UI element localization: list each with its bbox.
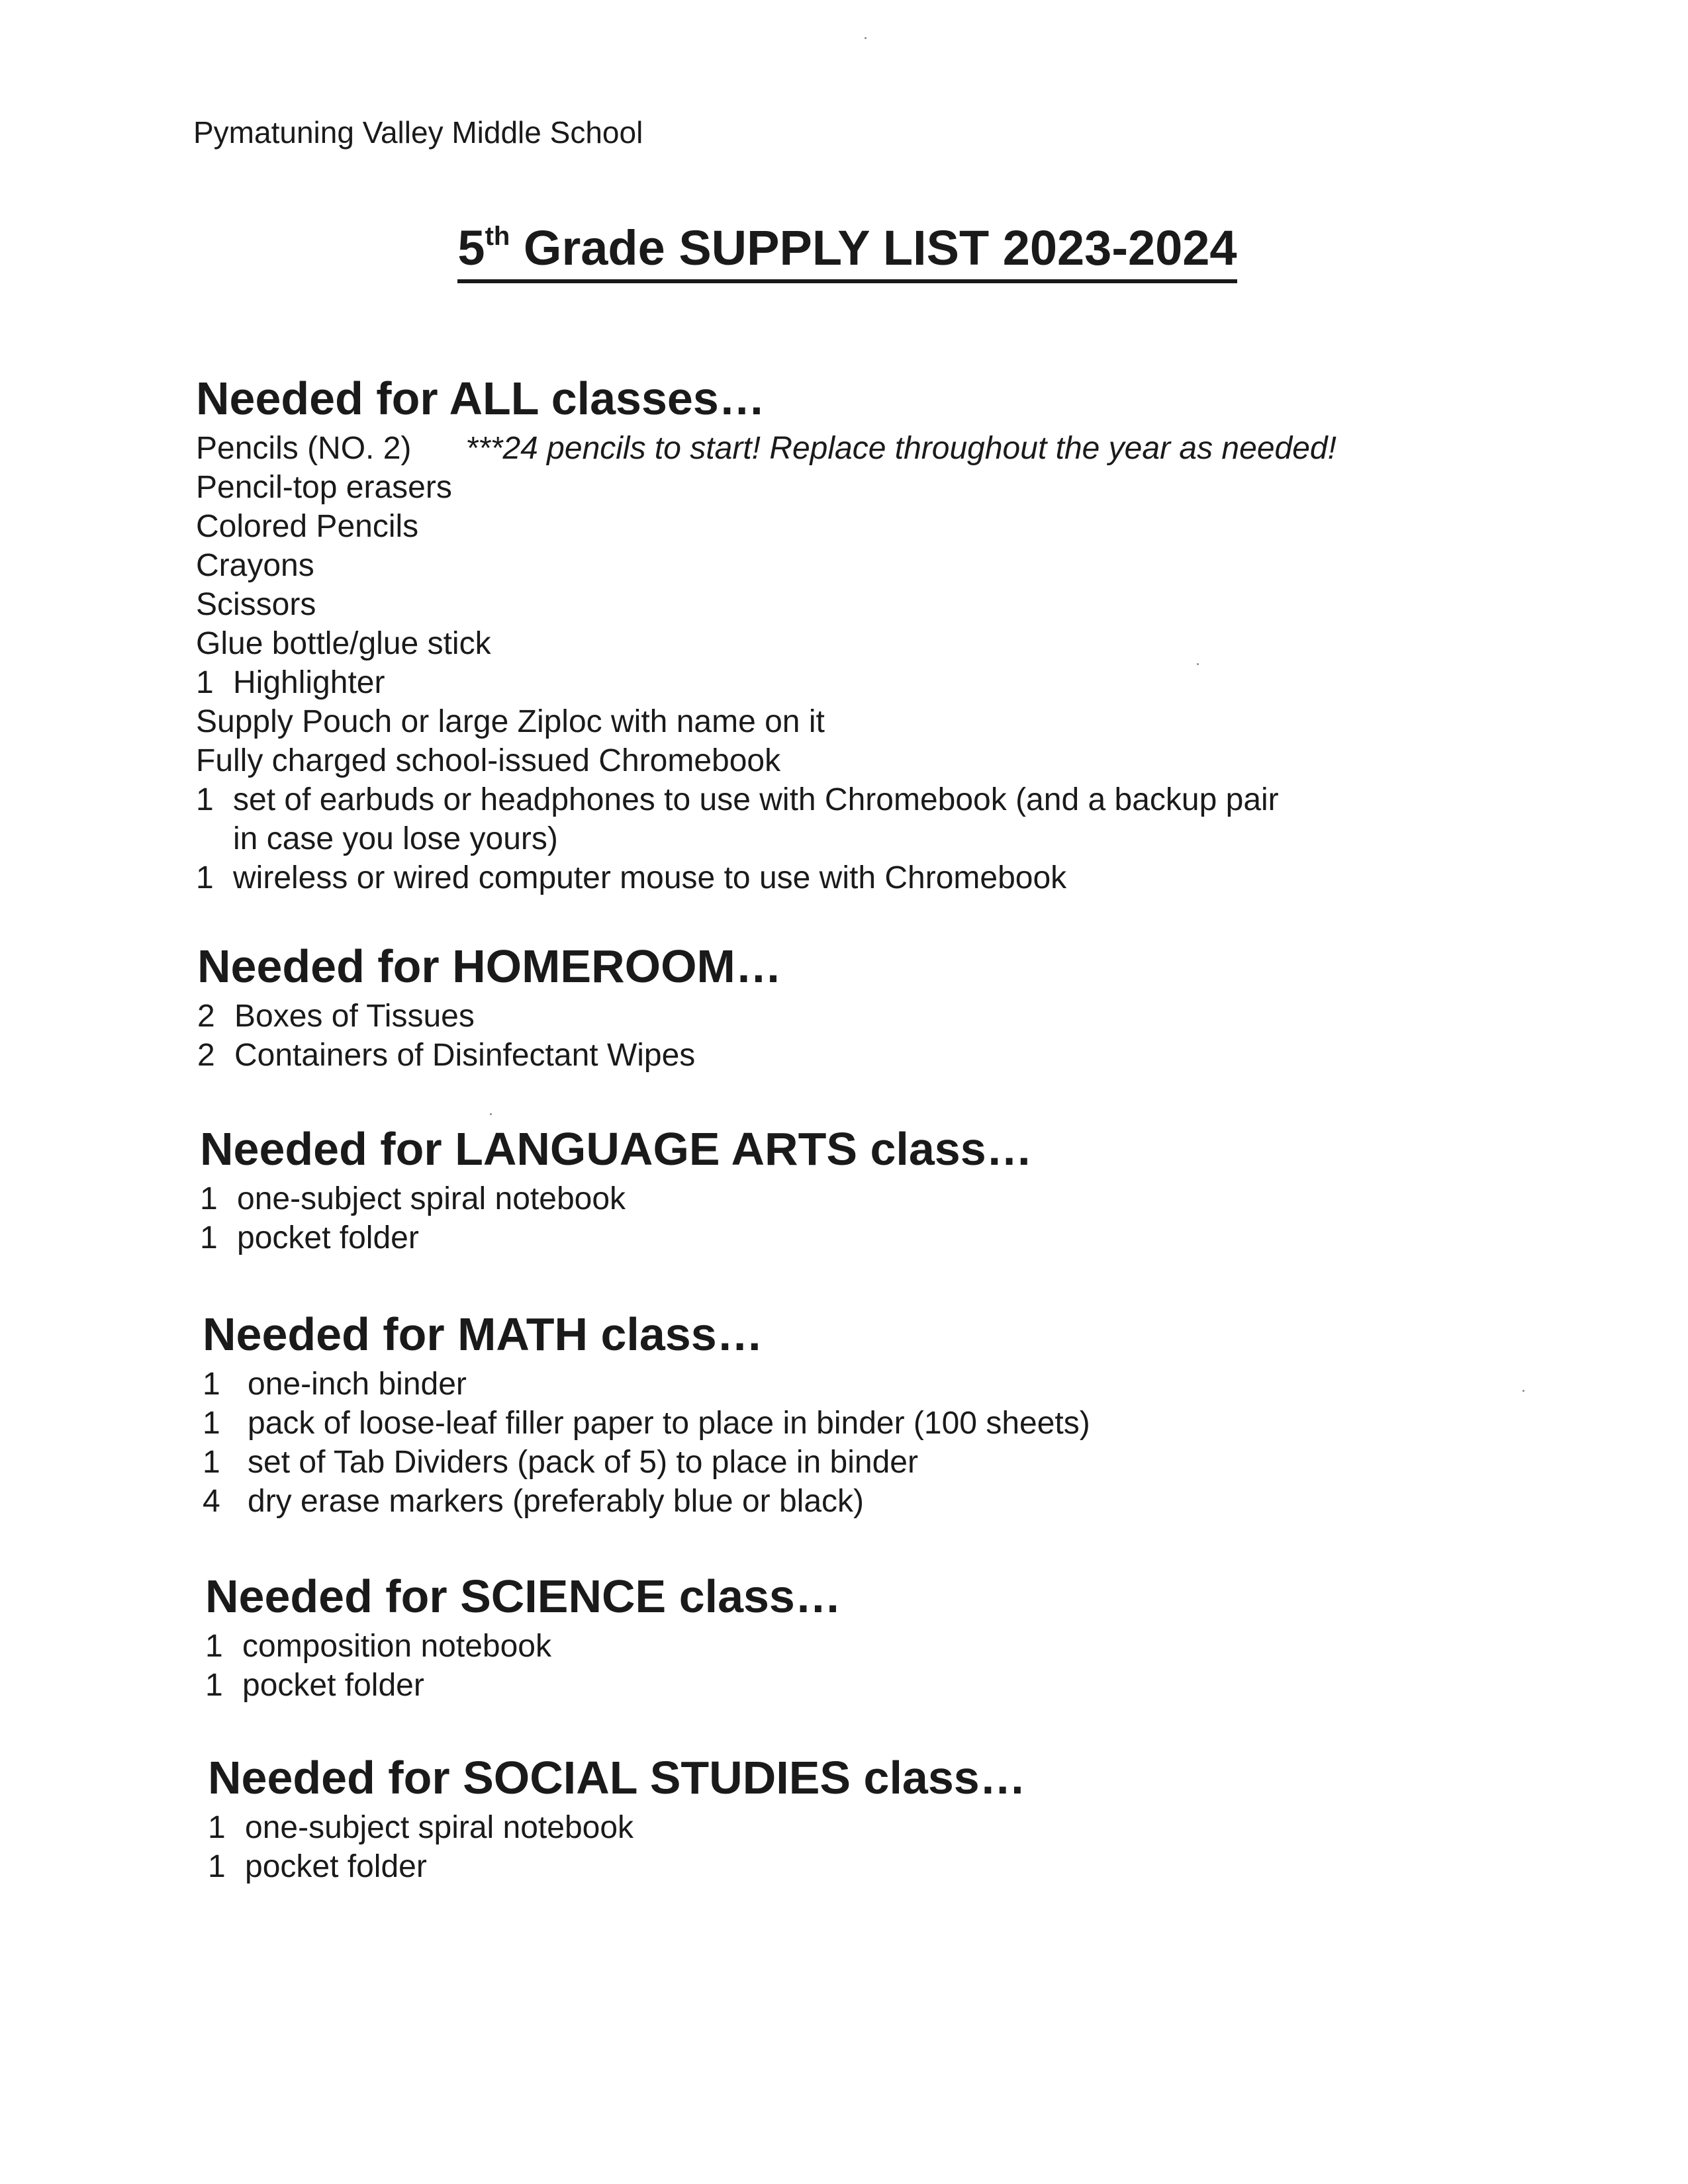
item-list: [200, 1179, 1033, 1257]
item-quantity: 1: [203, 1367, 220, 1402]
school-name: Pymatuning Valley Middle School: [193, 115, 643, 150]
item-list: [208, 1808, 1026, 1886]
item-quantity: 1: [208, 1849, 226, 1884]
title-main: Grade SUPPLY LIST 2023-2024: [510, 220, 1237, 275]
item-text: Highlighter: [233, 665, 385, 700]
section-heading: Needed for ALL classes…: [196, 373, 765, 424]
title-ordinal-suffix: th: [485, 222, 510, 251]
item-quantity: 1: [205, 1629, 223, 1664]
item-list: [197, 997, 782, 1075]
item-text: Pencils (NO. 2): [196, 431, 412, 466]
list-item: [196, 468, 1336, 507]
section-heading: Needed for MATH class…: [203, 1308, 763, 1360]
scan-speck: [1197, 663, 1199, 665]
item-quantity: 1: [196, 860, 214, 895]
item-text: wireless or wired computer mouse to use with Chromebook: [233, 860, 1067, 895]
section-social-studies: [208, 1750, 1026, 1886]
item-text: Pencil-top erasers: [196, 470, 452, 505]
item-quantity: 1: [205, 1668, 223, 1703]
list-item: [196, 780, 1336, 858]
item-quantity: 4: [203, 1484, 220, 1519]
list-item: [197, 997, 782, 1036]
item-text: Supply Pouch or large Ziploc with name on it: [196, 704, 825, 739]
scan-speck: [490, 1113, 492, 1115]
item-quantity: 2: [197, 999, 215, 1034]
item-text: Crayons: [196, 548, 314, 583]
list-item: [208, 1808, 1026, 1847]
item-text: one-subject spiral notebook: [245, 1810, 634, 1845]
list-item: [196, 741, 1336, 780]
list-item: [196, 429, 1336, 468]
list-item: [203, 1404, 1090, 1443]
item-text: composition notebook: [242, 1629, 551, 1664]
item-text: Boxes of Tissues: [234, 999, 475, 1034]
title-text: [457, 218, 1237, 283]
item-text: Colored Pencils: [196, 509, 419, 544]
section-math: [203, 1306, 1090, 1521]
section-all-classes: [196, 371, 1336, 897]
item-text: Glue bottle/glue stick: [196, 626, 491, 661]
item-quantity: 1: [203, 1406, 220, 1441]
item-text: pack of loose-leaf filler paper to place in binder (100 sheets): [248, 1406, 1090, 1441]
list-item: [196, 585, 1336, 624]
list-item: [196, 663, 1336, 702]
item-text: Fully charged school-issued Chromebook: [196, 743, 781, 778]
pencils-note: ***24 pencils to start! Replace throughout the year as needed!: [465, 431, 1336, 466]
list-item: [196, 858, 1336, 897]
list-item: [205, 1666, 841, 1705]
section-homeroom: [197, 938, 782, 1075]
section-heading: Needed for LANGUAGE ARTS class…: [200, 1123, 1033, 1175]
item-quantity: 1: [200, 1181, 218, 1216]
list-item: [196, 624, 1336, 663]
item-quantity: 1: [200, 1220, 218, 1255]
item-text: Containers of Disinfectant Wipes: [234, 1038, 696, 1073]
item-text: one-inch binder: [248, 1367, 467, 1402]
list-item: [203, 1443, 1090, 1482]
section-language-arts: [200, 1121, 1033, 1257]
list-item: [197, 1036, 782, 1075]
list-item: [200, 1179, 1033, 1218]
list-item: [200, 1218, 1033, 1257]
list-item: [205, 1627, 841, 1666]
scan-speck: [865, 37, 867, 39]
item-text: set of earbuds or headphones to use with Chromebook (and a backup pair in case you lose yours): [233, 782, 1279, 856]
list-item: [203, 1365, 1090, 1404]
item-quantity: 1: [196, 782, 214, 817]
section-science: [205, 1569, 841, 1705]
item-text: pocket folder: [237, 1220, 419, 1255]
section-heading: Needed for SOCIAL STUDIES class…: [208, 1752, 1026, 1803]
item-text: pocket folder: [245, 1849, 427, 1884]
item-list: [205, 1627, 841, 1705]
item-quantity: 1: [203, 1445, 220, 1480]
item-quantity: 1: [208, 1810, 226, 1845]
item-quantity: 1: [196, 665, 214, 700]
list-item: [196, 702, 1336, 741]
section-heading: Needed for SCIENCE class…: [205, 1570, 841, 1622]
list-item: [203, 1482, 1090, 1521]
item-text: pocket folder: [242, 1668, 424, 1703]
item-list: [196, 429, 1336, 897]
section-heading: Needed for HOMEROOM…: [197, 940, 782, 992]
item-text: set of Tab Dividers (pack of 5) to place in binder: [248, 1445, 918, 1480]
item-text: one-subject spiral notebook: [237, 1181, 626, 1216]
scan-speck: [1523, 1390, 1524, 1392]
document-title: [0, 218, 1688, 283]
list-item: [196, 507, 1336, 546]
item-list: [203, 1365, 1090, 1521]
list-item: [196, 546, 1336, 585]
item-quantity: 2: [197, 1038, 215, 1073]
title-grade-number: 5: [457, 220, 485, 275]
item-text: Scissors: [196, 587, 316, 622]
item-text: dry erase markers (preferably blue or black): [248, 1484, 865, 1519]
list-item: [208, 1847, 1026, 1886]
